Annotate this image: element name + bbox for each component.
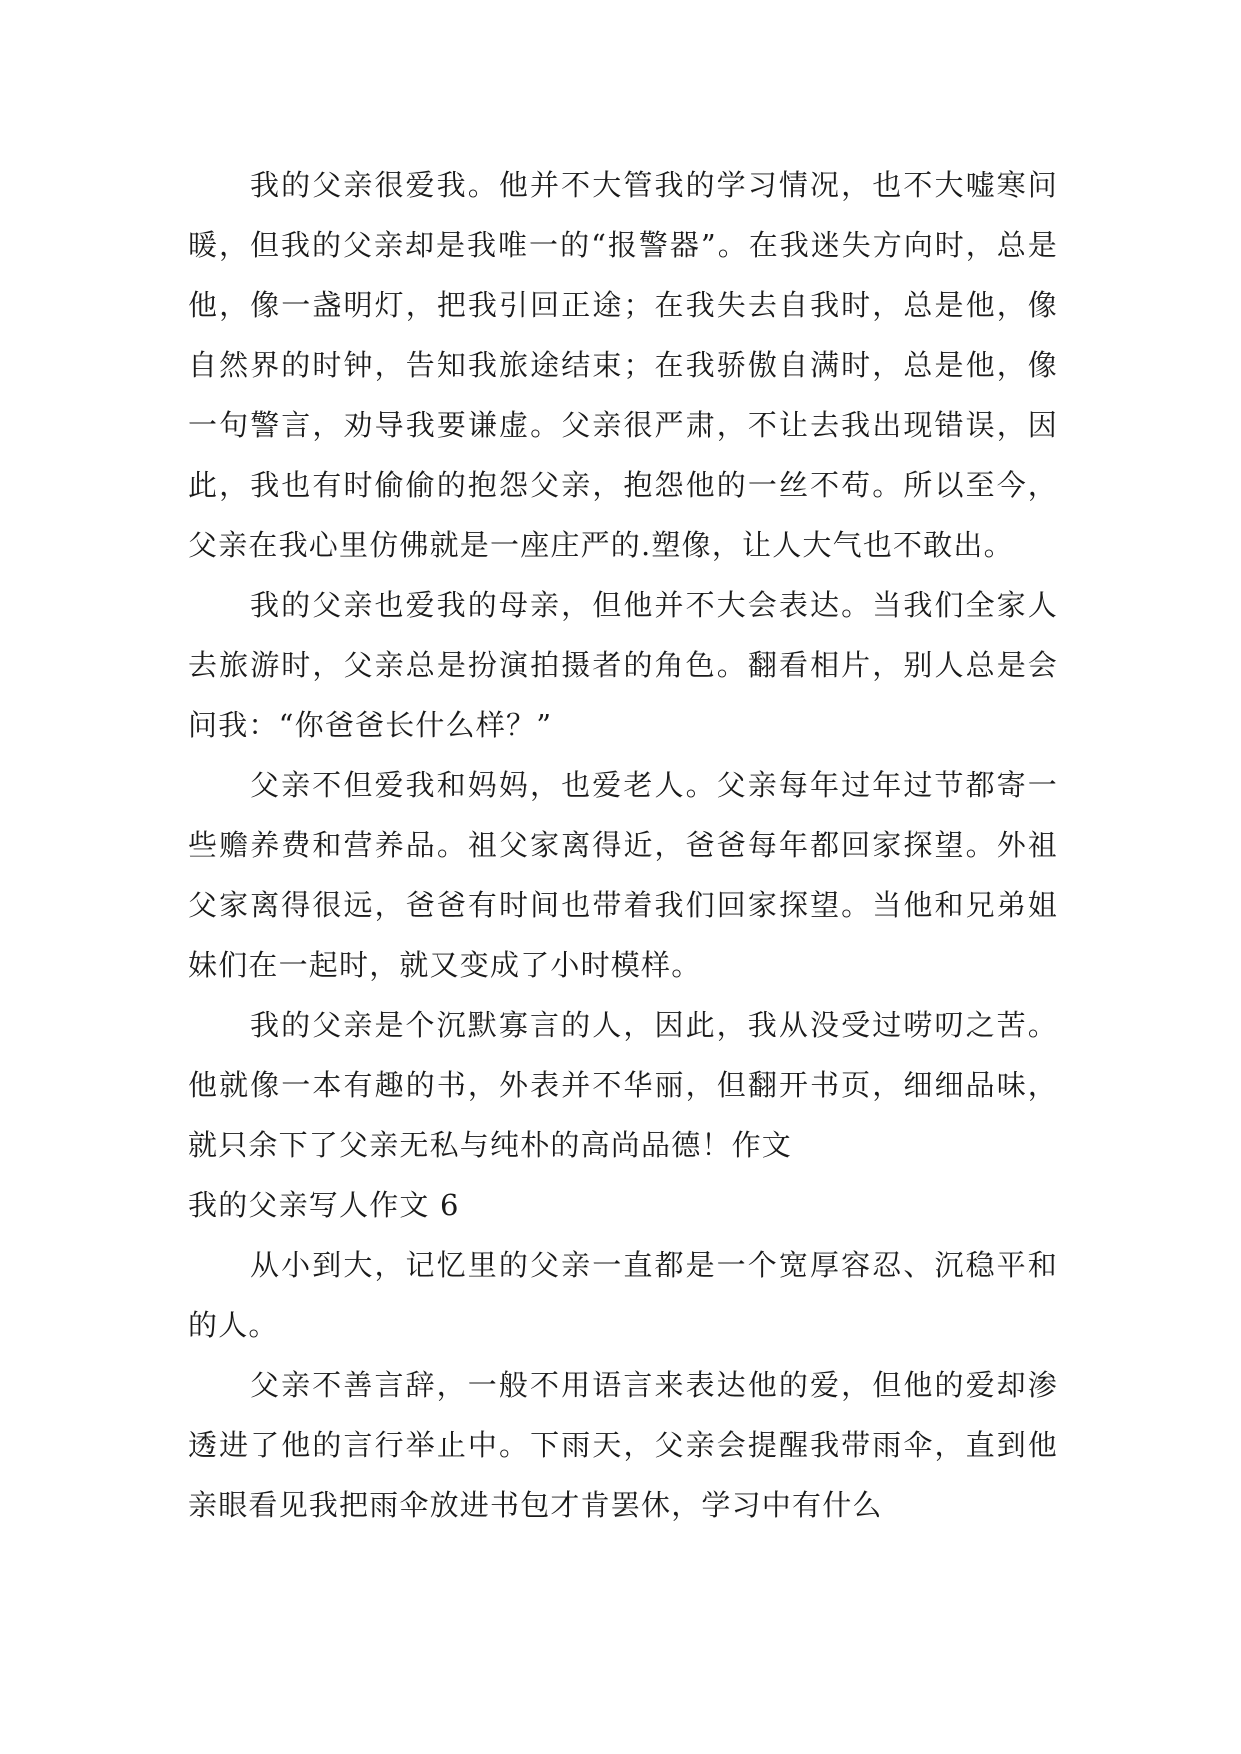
paragraph-father-quiet: 我的父亲是个沉默寡言的人，因此，我从没受过唠叨之苦。他就像一本有趣的书，外表并不华丽，但翻开书页，细细品味，就只余下了父亲无私与纯朴的高尚品德！作文	[188, 1008, 1058, 1162]
paragraph-father-elders: 父亲不但爱我和妈妈，也爱老人。父亲每年过年过节都寄一些赡养费和营养品。祖父家离得近，爸爸每年都回家探望。外祖父家离得很远，爸爸有时间也带着我们回家探望。当他和兄弟姐妹们在一起时，就又变成了小时模样。	[188, 768, 1058, 982]
essay-heading: 我的父亲写人作文 6	[188, 1188, 460, 1222]
paragraph-father-alarm: 我的父亲很爱我。他并不大管我的学习情况，也不大嘘寒问暖，但我的父亲却是我唯一的“报警器”。在我迷失方向时，总是他，像一盏明灯，把我引回正途；在我失去自我时，总是他，像自然界的时钟，告知我旅途结束；在我骄傲自满时，总是他，像一句警言，劝导我要谦虚。父亲很严肃，不让去我出现错误，因此，我也有时偷偷的抱怨父亲，抱怨他的一丝不苟。所以至今，父亲在我心里仿佛就是一座庄严的.塑像，让人大气也不敢出。	[188, 168, 1058, 562]
document-body	[188, 155, 1058, 1535]
paragraph-father-mother: 我的父亲也爱我的母亲，但他并不大会表达。当我们全家人去旅游时，父亲总是扮演拍摄者的角色。翻看相片，别人总是会问我：“你爸爸长什么样？”	[188, 588, 1058, 742]
paragraph-father-tolerant: 从小到大，记忆里的父亲一直都是一个宽厚容忍、沉稳平和的人。	[188, 1248, 1058, 1342]
paragraph-father-actions: 父亲不善言辞，一般不用语言来表达他的爱，但他的爱却渗透进了他的言行举止中。下雨天，父亲会提醒我带雨伞，直到他亲眼看见我把雨伞放进书包才肯罢休，学习中有什么	[188, 1368, 1058, 1522]
